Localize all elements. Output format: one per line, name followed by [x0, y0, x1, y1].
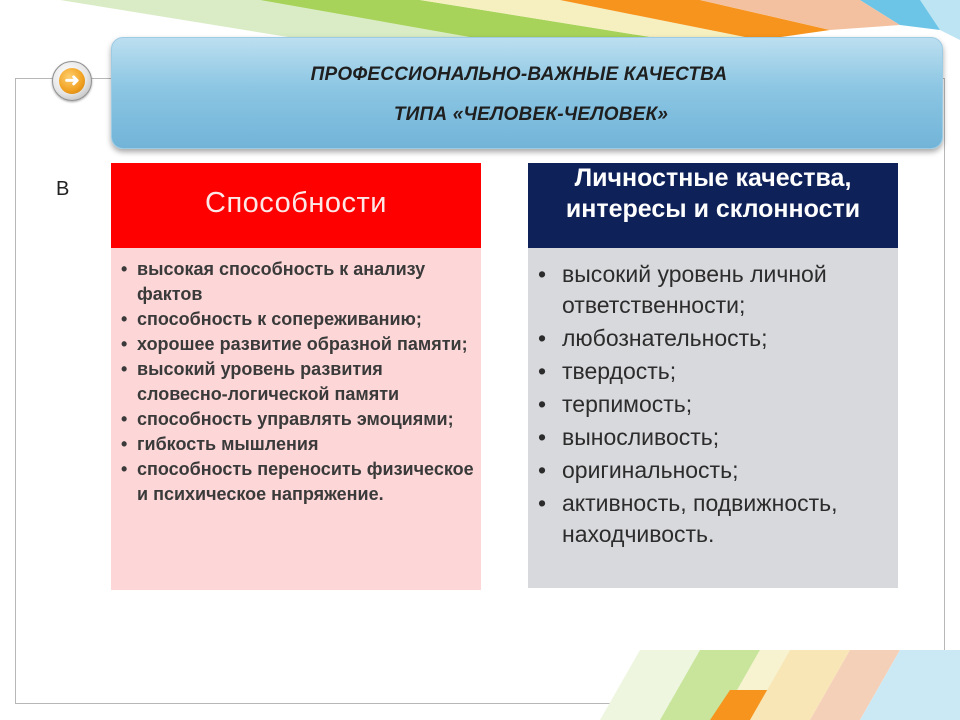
bullet: •	[121, 409, 128, 429]
abilities-list	[121, 257, 477, 507]
bullet: •	[538, 261, 547, 287]
personal-qualities-list	[538, 259, 898, 552]
list-item-text: оригинальность;	[562, 457, 739, 483]
abilities-column	[111, 163, 481, 590]
bullet: •	[538, 325, 547, 351]
personal-qualities-header	[528, 163, 898, 248]
list-item-text: хорошее развитие образной памяти;	[137, 334, 468, 354]
bullet: •	[121, 359, 128, 379]
list-item-text: высокий уровень личной ответственности;	[562, 261, 827, 318]
list-item	[121, 307, 477, 332]
list-item-text: способность управлять эмоциями;	[137, 409, 454, 429]
list-item-text: высокий уровень развития словесно-логической памяти	[137, 359, 400, 404]
next-slide-button[interactable]	[52, 61, 92, 101]
stray-letter: В	[56, 178, 70, 200]
list-item	[538, 389, 898, 420]
bullet: •	[538, 457, 547, 483]
list-item-text: гибкость мышления	[137, 434, 319, 454]
arrow-right-icon: ➜	[59, 68, 85, 94]
title-line-1: ПРОФЕССИОНАЛЬНО-ВАЖНЫЕ КАЧЕСТВА	[310, 64, 728, 85]
list-item-text: активность, подвижность, находчивость.	[562, 490, 838, 547]
bullet: •	[538, 391, 547, 417]
bullet: •	[121, 334, 128, 354]
list-item-text: твердость;	[562, 358, 677, 384]
list-item	[121, 257, 477, 307]
decorative-stripes-bottom	[560, 650, 960, 720]
list-item	[538, 488, 898, 550]
bullet: •	[538, 490, 547, 516]
bullet: •	[121, 434, 128, 454]
bullet: •	[121, 459, 128, 479]
list-item	[538, 323, 898, 354]
list-item	[538, 455, 898, 486]
list-item-text: терпимость;	[562, 391, 693, 417]
list-item	[121, 457, 477, 507]
list-item-text: любознательность;	[562, 325, 768, 351]
list-item	[121, 357, 477, 407]
list-item-text: способность переносить физическое и психическое напряжение.	[137, 459, 474, 504]
abilities-heading: Способности	[205, 187, 387, 219]
list-item	[538, 356, 898, 387]
list-item	[121, 407, 477, 432]
list-item	[121, 332, 477, 357]
title-banner	[111, 37, 943, 149]
list-item-text: способность к сопереживанию;	[137, 309, 422, 329]
personal-qualities-heading: Личностные качества, интересы и склонности	[565, 164, 861, 223]
list-item	[538, 259, 898, 321]
title-line-2: ТИПА «ЧЕЛОВЕК-ЧЕЛОВЕК»	[393, 104, 669, 125]
bullet: •	[538, 358, 547, 384]
list-item-text: высокая способность к анализу фактов	[137, 259, 426, 304]
bullet: •	[121, 259, 128, 279]
bullet: •	[538, 424, 547, 450]
bullet: •	[121, 309, 128, 329]
list-item	[121, 432, 477, 457]
personal-qualities-column	[528, 163, 898, 588]
list-item-text: выносливость;	[562, 424, 720, 450]
list-item	[538, 422, 898, 453]
abilities-header	[111, 163, 481, 248]
